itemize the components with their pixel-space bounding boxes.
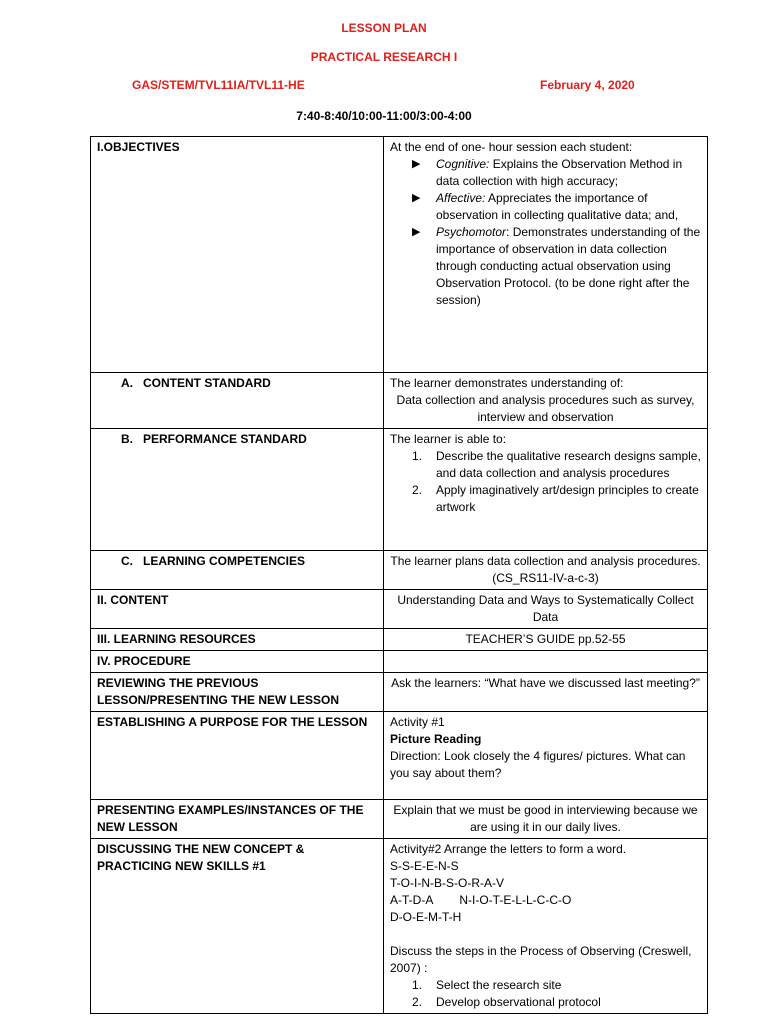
objectives-intro: At the end of one- hour session each student: (390, 140, 633, 154)
content-row (91, 590, 708, 629)
step-number: 1. (412, 978, 423, 992)
lesson-plan-title: LESSON PLAN (341, 21, 427, 35)
subject-title: PRACTICAL RESEARCH I (310, 50, 458, 64)
triangle-bullet-icon: ▶ (412, 158, 421, 170)
activity-1-direction: Direction: Look closely the 4 figures/ pictures. What can you say about them? (390, 749, 686, 780)
performance-item (412, 482, 701, 516)
activity-2-label: Activity#2 Arrange the letters to form a word. (390, 842, 627, 856)
examples-text: Explain that we must be good in interviewing because we are using it in our daily lives. (384, 800, 708, 839)
performance-standard-letter: B. (121, 432, 133, 446)
resources-row (91, 629, 708, 651)
content-standard-row (91, 373, 708, 429)
content-standard-label-cell (91, 373, 384, 429)
purpose-label: ESTABLISHING A PURPOSE FOR THE LESSON (91, 712, 384, 800)
performance-standard-row (91, 429, 708, 551)
objective-text: Explains the Observation Method in data collection with high accuracy; (436, 157, 683, 188)
content-standard-text: Data collection and analysis procedures such as survey, interview and observation (396, 393, 695, 424)
content-standard-intro: The learner demonstrates understanding of: (390, 376, 624, 390)
discuss-steps-intro: Discuss the steps in the Process of Observing (Creswell, 2007) : (390, 944, 692, 975)
performance-standard-list (390, 448, 701, 516)
schedule-label: 7:40-8:40/10:00-11:00/3:00-4:00 (296, 109, 472, 123)
purpose-cell (384, 712, 708, 800)
item-text: Apply imaginatively art/design principles to create artwork (436, 483, 699, 514)
objective-item (412, 224, 701, 309)
scrambled-word: D-O-E-M-T-H (390, 910, 462, 924)
content-standard-label-text: CONTENT STANDARD (143, 376, 271, 390)
learning-competencies-label-cell (91, 551, 384, 590)
content-standard-cell (384, 373, 708, 429)
procedure-empty-cell (384, 651, 708, 673)
discussing-cell (384, 839, 708, 1014)
activity-1-title: Picture Reading (390, 732, 482, 746)
item-number: 1. (412, 449, 423, 463)
objectives-row (91, 137, 708, 373)
learning-competencies-row (91, 551, 708, 590)
performance-standard-label-cell (91, 429, 384, 551)
learning-competencies-text: The learner plans data collection and analysis procedures. (CS_RS11-IV-a-c-3) (384, 551, 708, 590)
performance-standard-intro: The learner is able to: (390, 432, 507, 446)
scrambled-word: T-O-I-N-B-S-O-R-A-V (390, 876, 504, 890)
strands-label: GAS/STEM/TVL11IA/TVL11-HE (132, 78, 305, 92)
triangle-bullet-icon: ▶ (412, 226, 421, 238)
content-label: II. CONTENT (91, 590, 384, 629)
step-number: 2. (412, 995, 423, 1009)
item-number: 2. (412, 483, 423, 497)
resources-text: TEACHER’S GUIDE pp.52-55 (384, 629, 708, 651)
resources-label: III. LEARNING RESOURCES (91, 629, 384, 651)
objective-item (412, 156, 701, 190)
discussing-row (91, 839, 708, 1014)
reviewing-label: REVIEWING THE PREVIOUS LESSON/PRESENTING THE NEW LESSON (91, 673, 384, 712)
learning-competencies-label-text: LEARNING COMPETENCIES (143, 554, 306, 568)
step-item (412, 977, 701, 994)
objectives-label: I.OBJECTIVES (91, 137, 384, 373)
performance-standard-label (121, 431, 307, 448)
performance-standard-cell (384, 429, 708, 551)
content-text: Understanding Data and Ways to Systematically Collect Data (384, 590, 708, 629)
performance-item (412, 448, 701, 482)
objective-domain: Affective: (436, 191, 486, 205)
content-standard-letter: A. (121, 376, 133, 390)
reviewing-row (91, 673, 708, 712)
step-text: Select the research site (436, 978, 562, 992)
objective-text: : Demonstrates understanding of the importance of observation in data collection through conducting actual observation using Observation Protocol. (to be done right after the session) (436, 225, 701, 307)
triangle-bullet-icon: ▶ (412, 192, 421, 204)
procedure-label: IV. PROCEDURE (91, 651, 384, 673)
scrambled-word: N-I-O-T-E-L-L-C-C-O (459, 893, 572, 907)
objectives-cell (384, 137, 708, 373)
purpose-row (91, 712, 708, 800)
examples-label: PRESENTING EXAMPLES/INSTANCES OF THE NEW LESSON (91, 800, 384, 839)
objective-item (412, 190, 701, 224)
scrambled-word: A-T-D-A (390, 893, 434, 907)
scrambled-word: S-S-E-E-N-S (390, 859, 459, 873)
date-label: February 4, 2020 (540, 78, 635, 92)
scrambled-word-pair (390, 892, 701, 909)
performance-standard-label-text: PERFORMANCE STANDARD (143, 432, 307, 446)
objective-domain: Cognitive: (436, 157, 490, 171)
procedure-row (91, 651, 708, 673)
lesson-plan-table (90, 136, 708, 1014)
content-standard-label (121, 375, 271, 392)
item-text: Describe the qualitative research designs sample, and data collection and analysis procedures (436, 449, 701, 480)
examples-row (91, 800, 708, 839)
learning-competencies-letter: C. (121, 554, 133, 568)
step-item (412, 994, 701, 1011)
reviewing-text: Ask the learners: “What have we discussed last meeting?” (384, 673, 708, 712)
objective-text: Appreciates the importance of observation in collecting qualitative data; and, (436, 191, 679, 222)
learning-competencies-label (121, 553, 305, 570)
activity-1-label: Activity #1 (390, 715, 445, 729)
steps-list (390, 977, 701, 1011)
objective-domain: Psychomotor (436, 225, 507, 239)
discussing-label: DISCUSSING THE NEW CONCEPT & PRACTICING NEW SKILLS #1 (91, 839, 384, 1014)
objectives-list (390, 156, 701, 309)
step-text: Develop observational protocol (436, 995, 601, 1009)
